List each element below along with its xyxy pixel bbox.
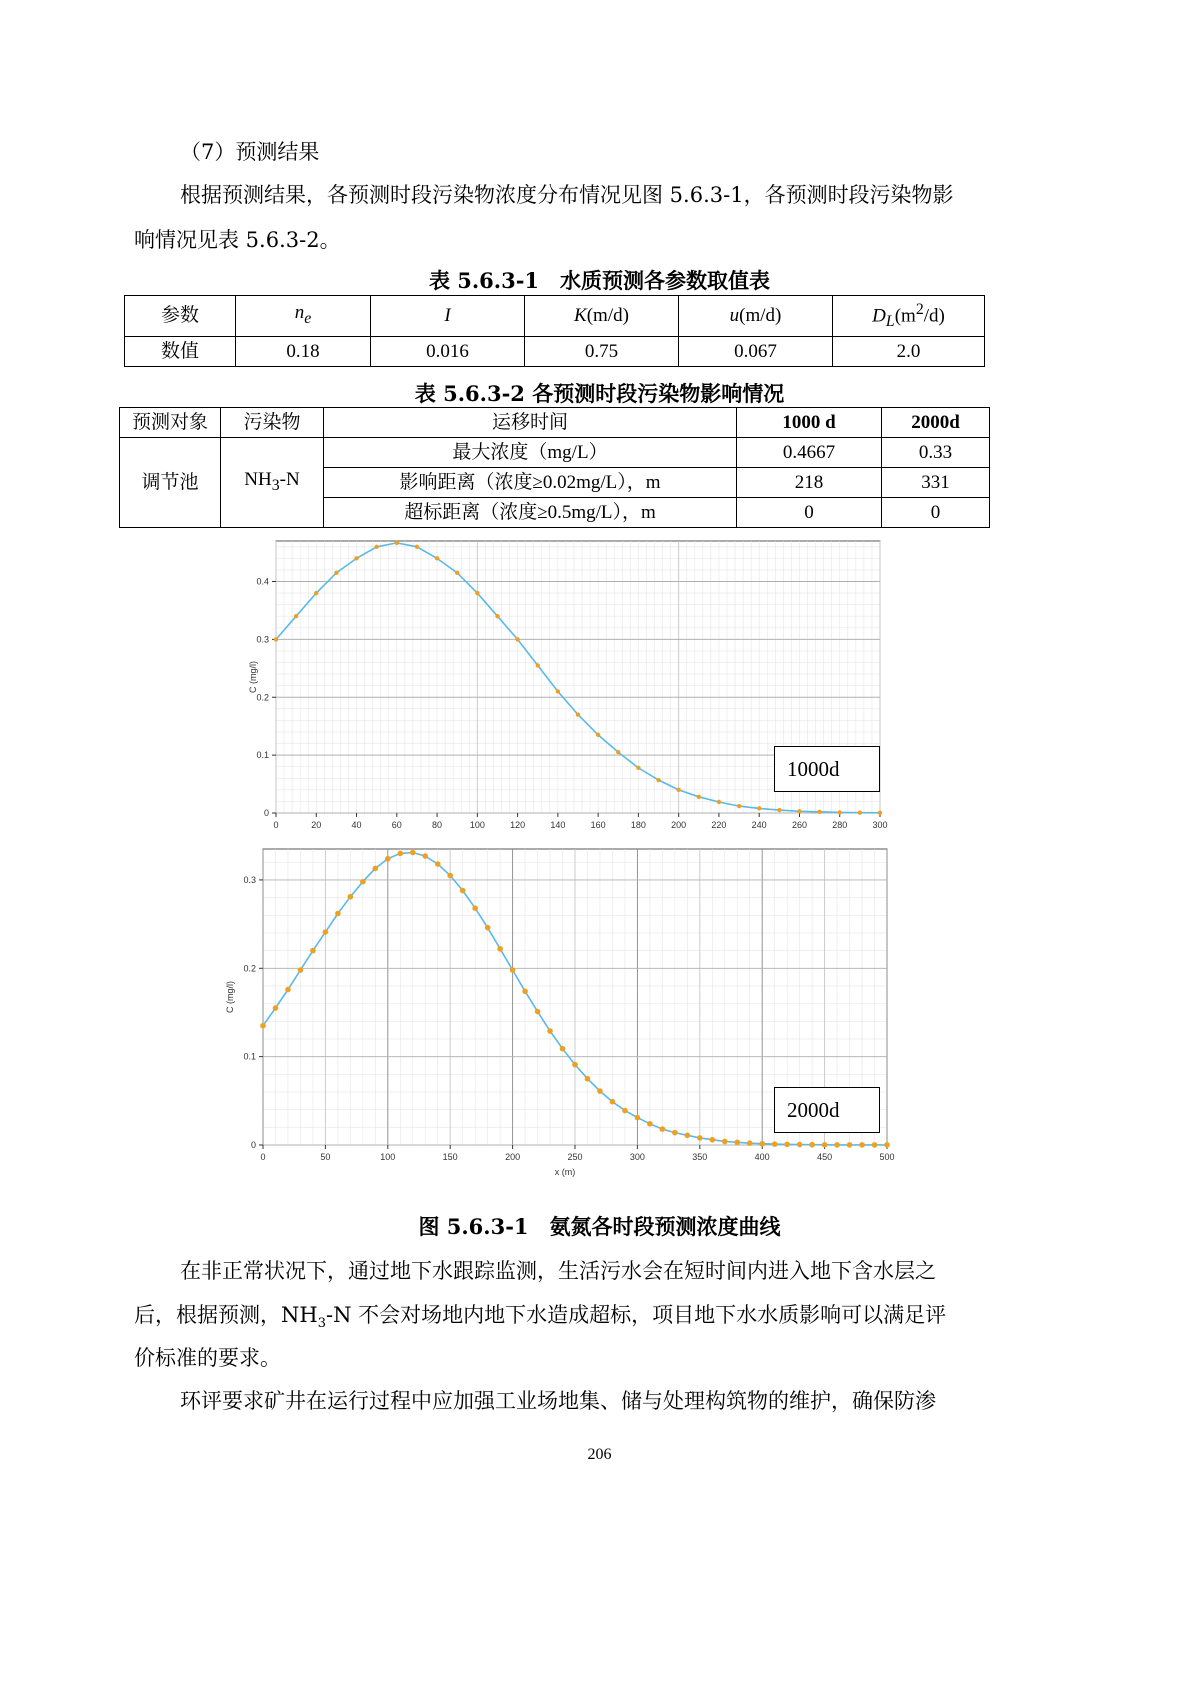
x-tick-label: 200 [505,1152,521,1162]
param-value-dl: 2.0 [833,337,985,367]
y-tick-label: 0.2 [256,692,269,703]
data-point [660,1126,666,1132]
data-point [298,967,304,973]
x-axis-label: x (m) [554,1167,576,1177]
x-tick-label: 0 [260,1152,266,1162]
data-point [485,925,491,931]
data-point [676,788,680,792]
impact-pollutant-cell: $NH_3-N$ [221,438,324,528]
impact-target-cell: 调节池 [120,438,221,528]
data-point [374,545,378,549]
data-point [757,806,761,810]
data-point [759,1141,765,1147]
data-point [447,873,453,879]
param-value-ne: 0.18 [236,337,371,367]
data-point [535,1009,541,1015]
concentration-chart-1000d [240,537,890,842]
figure-caption: 图 5.6.3-1 氨氮各时段预测浓度曲线 [418,1214,781,1239]
data-point [784,1142,790,1148]
chart-1000d-svg [240,537,890,842]
data-point [547,1028,553,1034]
data-point [274,637,278,641]
data-point [809,1142,815,1148]
x-tick-label: 350 [692,1152,708,1162]
x-tick-label: 300 [872,820,888,830]
y-tick-label: 0.3 [256,634,269,645]
data-point [522,988,528,994]
x-tick-label: 240 [751,820,767,830]
x-tick-label: 180 [630,820,646,830]
y-tick-label: 0.3 [243,874,256,885]
impact-header-2000d: 2000d [882,408,990,438]
data-point [878,811,882,815]
data-point [354,556,358,560]
page-number: 206 [587,1446,612,1463]
data-point [872,1142,878,1148]
x-tick-label: 200 [671,820,687,830]
x-tick-label: 160 [590,820,606,830]
data-point [797,809,801,813]
data-point [734,1140,740,1146]
x-tick-label: 80 [432,820,443,830]
x-tick-label: 300 [629,1152,645,1162]
chart-2000d-svg [225,843,895,1188]
data-point [475,591,479,595]
requirement-paragraph-line1: 环评要求矿井在运行过程中应加强工业场地集、储与处理构筑物的维护，确保防渗 [180,1389,936,1413]
data-point [422,853,428,859]
x-tick-label: 100 [380,1152,396,1162]
x-tick-label: 120 [510,820,526,830]
data-point [323,929,329,935]
x-tick-label: 0 [273,820,279,830]
data-point [497,946,503,952]
param-value-i: 0.016 [371,337,525,367]
impact-row-1000d: 218 [737,468,882,498]
y-axis-label: C (mg/l) [225,981,235,1013]
data-point [435,556,439,560]
x-tick-label: 60 [391,820,402,830]
impact-row-2000d: 331 [882,468,990,498]
x-tick-label: 50 [320,1152,331,1162]
y-tick-label: 0.4 [256,576,269,587]
data-point [572,1062,578,1068]
data-point [348,894,354,900]
impact-header-target: 预测对象 [120,408,221,438]
data-point [635,1115,641,1121]
data-point [510,967,516,973]
data-point [334,571,338,575]
data-point [314,591,318,595]
data-point [817,810,821,814]
data-point [260,1023,266,1029]
impact-row-1000d: 0 [737,498,882,528]
y-tick-label: 0.2 [243,963,256,974]
intro-paragraph-line1: 根据预测结果，各预测时段污染物浓度分布情况见图 5.6.3-1，各预测时段污染物影 [180,183,954,207]
data-point [515,637,519,641]
data-point [834,1142,840,1148]
data-point [556,689,560,693]
data-point [596,733,600,737]
data-point [847,1142,853,1148]
x-tick-label: 260 [791,820,807,830]
data-point [397,851,403,857]
impact-header-pollutant: 污染物 [221,408,324,438]
data-point [697,795,701,799]
y-axis-label: C (mg/l) [248,661,258,693]
data-point [884,1142,890,1148]
param-header-k: K(m/d) [525,296,679,337]
x-tick-label: 280 [832,820,848,830]
impact-row-label: 影响距离（浓度≥0.02mg/L），m [324,468,737,498]
x-tick-label: 450 [817,1152,833,1162]
data-point [472,905,478,911]
table2-caption: 表 5.6.3-2 各预测时段污染物影响情况 [414,381,785,406]
data-point [576,712,580,716]
impact-table [119,407,990,528]
conclusion-paragraph-line2: 后，根据预测，$NH_3-N$ 不会对场地内地下水造成超标，项目地下水水质影响可以满足评 [134,1303,947,1332]
data-point [672,1130,678,1136]
data-point [636,766,640,770]
data-point [294,614,298,618]
data-point [797,1142,803,1148]
chart-tag-2000d: 2000d [774,1087,880,1133]
data-point [685,1132,691,1138]
data-point [435,861,441,867]
y-tick-label: 0 [250,1140,256,1150]
concentration-chart-2000d [225,843,895,1188]
data-point [616,750,620,754]
data-point [717,800,721,804]
conclusion-paragraph-line3: 价标准的要求。 [134,1346,281,1370]
chart-tag-1000d: 1000d [774,746,880,792]
data-point [385,856,391,862]
param-header-dl: $D_L(m^2/d)$ [833,296,985,337]
data-point [597,1088,603,1094]
x-tick-label: 40 [351,820,362,830]
data-point [455,571,459,575]
param-row-label: 数值 [125,337,236,367]
data-point [777,808,781,812]
param-header-ne: $n_e$ [236,296,371,337]
data-point [697,1135,703,1141]
data-point [495,614,499,618]
parameter-table [124,295,985,367]
data-point [656,778,660,782]
data-point [373,866,379,872]
data-point [859,1142,865,1148]
intro-paragraph-line2: 响情况见表 5.6.3-2。 [134,228,341,252]
table1-caption: 表 5.6.3-1 水质预测各参数取值表 [428,268,771,293]
data-point [822,1142,828,1148]
data-point [622,1108,628,1114]
data-point [610,1099,616,1105]
data-point [838,810,842,814]
x-tick-label: 100 [469,820,485,830]
data-point [560,1046,566,1052]
data-point [410,850,416,856]
data-point [360,879,366,885]
param-header-label: 参数 [125,296,236,337]
param-header-i: I [371,296,525,337]
data-point [858,811,862,815]
impact-row-label: 最大浓度（mg/L） [324,438,737,468]
x-tick-label: 140 [550,820,566,830]
impact-row-2000d: 0 [882,498,990,528]
impact-row-label: 超标距离（浓度≥0.5mg/L），m [324,498,737,528]
data-point [335,911,341,917]
impact-header-time: 运移时间 [324,408,737,438]
data-point [709,1137,715,1143]
data-point [536,663,540,667]
param-value-k: 0.75 [525,337,679,367]
data-point [415,545,419,549]
y-tick-label: 0 [263,808,269,818]
data-point [747,1140,753,1146]
data-point [722,1139,728,1145]
data-point [310,948,316,954]
y-tick-label: 0.1 [243,1051,256,1062]
x-tick-label: 400 [754,1152,770,1162]
x-tick-label: 20 [311,820,322,830]
data-point [585,1076,591,1082]
param-header-u: u(m/d) [679,296,833,337]
param-value-u: 0.067 [679,337,833,367]
data-point [737,804,741,808]
section-heading: （7）预测结果 [180,140,320,164]
data-point [772,1141,778,1147]
x-tick-label: 500 [879,1152,895,1162]
data-point [273,1005,279,1011]
impact-header-1000d: 1000 d [737,408,882,438]
x-tick-label: 150 [442,1152,458,1162]
x-tick-label: 220 [711,820,727,830]
y-tick-label: 0.1 [256,750,269,761]
impact-row-1000d: 0.4667 [737,438,882,468]
x-tick-label: 250 [567,1152,583,1162]
conclusion-paragraph-line1: 在非正常状况下，通过地下水跟踪监测，生活污水会在短时间内进入地下含水层之 [180,1259,936,1283]
data-point [285,987,291,993]
data-point [647,1121,653,1127]
data-point [395,541,399,545]
impact-row-2000d: 0.33 [882,438,990,468]
data-point [460,888,466,894]
